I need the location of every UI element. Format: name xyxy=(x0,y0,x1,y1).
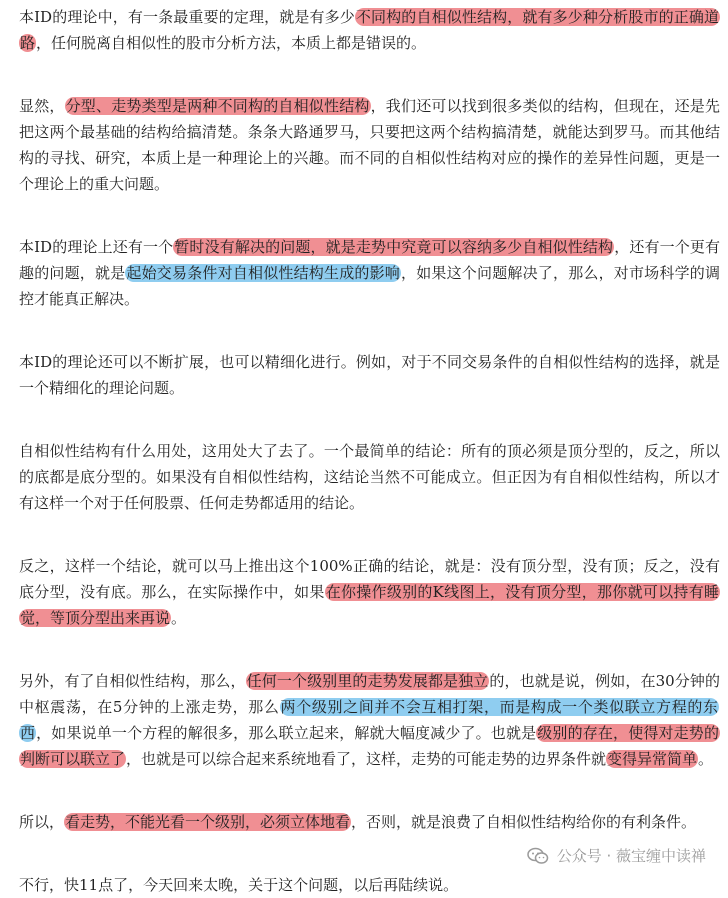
highlight-red: 不同构的自相似性结构，就有多少种分析股市的正确道路 xyxy=(20,8,719,52)
highlight-red: 暂时没有解决的问题，就是走势中究竟可以容纳多少自相似性结构 xyxy=(174,238,614,256)
text-segment: 另外，有了自相似性结构，那么， xyxy=(19,672,246,690)
paragraph-p8 xyxy=(19,809,720,835)
text-segment: 本ID的理论上还有一个 xyxy=(19,238,174,256)
watermark xyxy=(527,845,706,866)
paragraph-p2 xyxy=(19,93,720,197)
highlight-red: 变得异常简单 xyxy=(607,750,698,768)
text-segment: ，还有一个更有趣的问题，就是 xyxy=(19,238,720,282)
paragraph-p1 xyxy=(19,4,720,56)
text-segment: ，如果说单一个方程的解很多，那么联立起来，解就大幅度减少了。也就是 xyxy=(36,724,537,742)
text-segment: 显然， xyxy=(19,97,65,115)
text-segment: ，也就是可以综合起来系统地看了，这样，走势的可能走势的边界条件就 xyxy=(126,750,607,768)
text-segment: ，任何脱离自相似性的股市分析方法，本质上都是错误的。 xyxy=(36,34,427,52)
paragraph-gap xyxy=(19,312,720,349)
text-segment: 自相似性结构有什么用处，这用处大了去了。一个最简单的结论：所有的顶必须是顶分型的，反之，所以的底都是底分型的。如果没有自相似性结构，这结论当然不可能成立。但正因为有自相似性结构，所以才有这样一个对于任何股票、任何走势都适用的结论。 xyxy=(19,442,720,512)
highlight-red: 看走势，不能光看一个级别，必须立体地看 xyxy=(65,813,351,831)
paragraph-p7 xyxy=(19,668,720,772)
text-segment: 。 xyxy=(171,609,187,627)
paragraph-gap xyxy=(19,56,720,93)
paragraph-p4 xyxy=(19,349,720,401)
watermark-text: 公众号 · 薇宝缠中读禅 xyxy=(556,847,706,865)
text-segment: 所以， xyxy=(19,813,65,831)
paragraph-p5 xyxy=(19,438,720,516)
text-segment: 不行，快11点了，今天回来太晚，关于这个问题，以后再陆续说。 xyxy=(19,876,459,894)
text-segment: ，我们还可以找到很多类似的结构，但现在，还是先把这两个最基础的结构给搞清楚。条条大路通罗马，只要把这两个结构搞清楚，就能达到罗马。而其他结构的寻找、研究，本质上是一种理论上的兴趣。而不同的自相似性结构对应的操作的差异性问题，更是一个理论上的重大问题。 xyxy=(19,97,720,193)
highlight-red: 任何一个级别里的走势发展都是独立 xyxy=(246,672,489,690)
text-segment: ，如果这个问题解决了，那么，对市场科学的调控才能真正解决。 xyxy=(19,264,720,308)
text-segment: 反之，这样一个结论，就可以马上推出这个100%正确的结论，就是：没有顶分型，没有顶；反之，没有底分型，没有底。那么，在实际操作中，如果 xyxy=(19,557,720,601)
highlight-blue: 起始交易条件对自相似性结构生成的影响 xyxy=(126,264,400,282)
text-segment: 的，也就是说，例如，在30分钟的中枢震荡，在5分钟的上涨走势，那么 xyxy=(19,672,720,716)
paragraph-gap xyxy=(19,401,720,438)
text-segment: 本ID的理论还可以不断扩展，也可以精细化进行。例如，对于不同交易条件的自相似性结构的选择，就是一个精细化的理论问题。 xyxy=(19,353,720,397)
paragraph-p3 xyxy=(19,234,720,312)
wechat-icon xyxy=(527,847,549,865)
text-segment: ，否则，就是浪费了自相似性结构给你的有利条件。 xyxy=(351,813,697,831)
highlight-blue: 两个级别之间并不会互相打架，而是构成一个类似联立方程的东西 xyxy=(20,698,719,742)
paragraph-gap xyxy=(19,197,720,234)
highlight-red: 分型、走势类型是两种不同构的自相似性结构 xyxy=(65,97,370,115)
highlight-red: 级别的存在，使得对走势的判断可以联立了 xyxy=(20,724,719,768)
text-segment: 本ID的理论中，有一条最重要的定理，就是有多少 xyxy=(19,8,355,26)
paragraph-gap xyxy=(19,516,720,553)
text-segment: 。 xyxy=(698,750,714,768)
paragraph-p9 xyxy=(19,872,720,898)
paragraph-gap xyxy=(19,631,720,668)
paragraph-gap xyxy=(19,772,720,809)
highlight-red: 在你操作级别的K线图上，没有顶分型，那你就可以持有睡觉，等顶分型出来再说 xyxy=(20,583,719,627)
paragraph-p6 xyxy=(19,553,720,631)
